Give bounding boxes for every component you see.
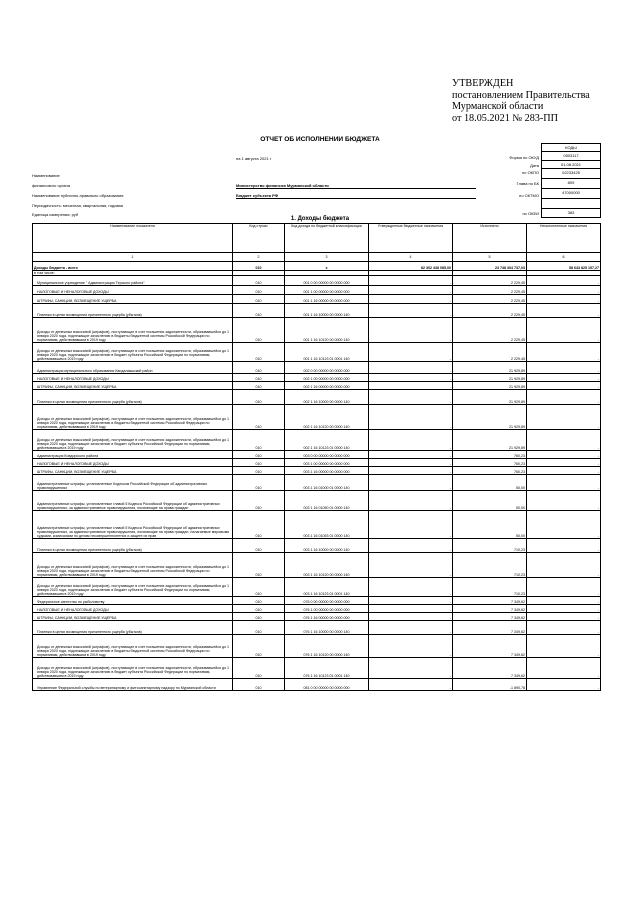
row-approved: - bbox=[369, 451, 453, 459]
total-name: Доходы бюджета - всего bbox=[33, 262, 233, 271]
row-done: 21 929,89 bbox=[453, 390, 527, 405]
row-name: Доходы от денежных взысканий (штрафов), поступающие в счет погашения задолженности, образовавшейся до 1 января 2020 года, подлежащие зачислению в бюджет субъекта Российской Федерации по нормативам, действовавшим в 2019 году bbox=[33, 578, 233, 597]
row-left: - bbox=[527, 475, 601, 491]
table-row bbox=[33, 578, 601, 597]
row-code: 076 1 16 00000 00 0000 000 bbox=[285, 613, 369, 621]
label-okpo: по ОКПО bbox=[522, 170, 539, 175]
row-name: НАЛОГОВЫЕ И НЕНАЛОГОВЫЕ ДОХОДЫ bbox=[33, 374, 233, 382]
row-done: 7 349,62 bbox=[453, 635, 527, 658]
row-code: 002 1 16 10000 00 0000 140 bbox=[285, 390, 369, 405]
table-row bbox=[33, 679, 601, 691]
total-row bbox=[33, 262, 601, 271]
row-left: - bbox=[527, 511, 601, 539]
row-code: 003 1 00 00000 00 0000 000 bbox=[285, 459, 369, 467]
row-done: 2 229,45 bbox=[453, 343, 527, 362]
code-oktmo: 47000000 bbox=[542, 189, 600, 199]
table-row bbox=[33, 597, 601, 605]
table-row bbox=[33, 382, 601, 390]
row-line: 010 bbox=[233, 635, 285, 658]
row-left: - bbox=[527, 286, 601, 295]
row-code: 001 1 00 00000 00 0000 000 bbox=[285, 286, 369, 295]
row-done: 2 229,45 bbox=[453, 286, 527, 295]
table-row bbox=[33, 613, 601, 621]
row-approved: - bbox=[369, 276, 453, 286]
row-approved: - bbox=[369, 658, 453, 679]
table-row bbox=[33, 318, 601, 343]
row-done: 710,23 bbox=[453, 553, 527, 578]
row-name: Доходы от денежных взысканий (штрафов), поступающие в счет погашения задолженности, образовавшейся до 1 января 2020 года, подлежащие зачислению в бюджет субъекта Российской Федерации по нормативам, действовавшим в 2019 году bbox=[33, 430, 233, 451]
row-name: Административные штрафы, установленные главой 5 Кодекса Российской Федерации об административных правонарушениях, за административные правонарушения, посягающие на права граждан bbox=[33, 491, 233, 511]
table-row bbox=[33, 553, 601, 578]
row-name: НАЛОГОВЫЕ И НЕНАЛОГОВЫЕ ДОХОДЫ bbox=[33, 605, 233, 613]
row-approved: - bbox=[369, 459, 453, 467]
row-code: 003 0 00 00000 00 0000 000 bbox=[285, 451, 369, 459]
row-approved: - bbox=[369, 286, 453, 295]
row-code: 001 1 16 10123 01 0001 140 bbox=[285, 343, 369, 362]
row-done: 7 349,62 bbox=[453, 605, 527, 613]
row-code: 003 1 16 10123 01 0001 140 bbox=[285, 578, 369, 597]
row-code: 001 1 16 00000 00 0000 000 bbox=[285, 295, 369, 304]
table-row bbox=[33, 343, 601, 362]
row-done: 710,23 bbox=[453, 578, 527, 597]
row-done: 21 929,89 bbox=[453, 374, 527, 382]
row-approved: - bbox=[369, 382, 453, 390]
row-done: 760,23 bbox=[453, 467, 527, 475]
code-date: 01.08.2021 bbox=[542, 161, 600, 169]
row-name: ШТРАФЫ, САНКЦИИ, ВОЗМЕЩЕНИЕ УЩЕРБА bbox=[33, 295, 233, 304]
row-left: - bbox=[527, 362, 601, 374]
row-name: Платежи в целях возмещения причиненного ущерба (убытков) bbox=[33, 539, 233, 553]
row-done: 760,23 bbox=[453, 459, 527, 467]
table-row bbox=[33, 635, 601, 658]
label-ppo: Наименование публично-правового образования bbox=[32, 193, 124, 198]
row-line: 010 bbox=[233, 539, 285, 553]
row-approved: - bbox=[369, 511, 453, 539]
row-code: 002 1 00 00000 00 0000 000 bbox=[285, 374, 369, 382]
row-line: 010 bbox=[233, 390, 285, 405]
table-row bbox=[33, 286, 601, 295]
row-left: - bbox=[527, 491, 601, 511]
row-left: - bbox=[527, 597, 601, 605]
row-line: 010 bbox=[233, 658, 285, 679]
row-name: Доходы от денежных взысканий (штрафов), поступающие в счет погашения задолженности, образовавшейся до 1 января 2020 года, подлежащие зачислению в бюджеты бюджетной системы Российской Федерации по нормативам, действовавшим в 2019 году bbox=[33, 318, 233, 343]
row-approved: - bbox=[369, 295, 453, 304]
row-name: Управление Федеральной службы по ветеринарному и фитосанитарному надзору по Мурманской области bbox=[33, 679, 233, 691]
row-name: ШТРАФЫ, САНКЦИИ, ВОЗМЕЩЕНИЕ УЩЕРБА bbox=[33, 467, 233, 475]
label-unit: Единица измерения: руб bbox=[32, 212, 79, 217]
section-title: 1. Доходы бюджета bbox=[290, 216, 350, 222]
row-left: - bbox=[527, 679, 601, 691]
row-name: Доходы от денежных взысканий (штрафов), поступающие в счет погашения задолженности, образовавшейся до 1 января 2020 года, подлежащие зачислению в бюджеты бюджетной системы Российской Федерации по нормативам, действовавшим в 2019 году bbox=[33, 405, 233, 430]
row-code: 076 1 16 10123 01 0001 140 bbox=[285, 658, 369, 679]
row-code: 076 0 00 00000 00 0000 000 bbox=[285, 597, 369, 605]
row-left: - bbox=[527, 451, 601, 459]
table-row bbox=[33, 491, 601, 511]
row-line: 010 bbox=[233, 304, 285, 318]
row-code: 076 1 16 10120 00 0000 140 bbox=[285, 635, 369, 658]
row-code: 003 1 16 10120 00 0000 140 bbox=[285, 553, 369, 578]
row-name: НАЛОГОВЫЕ И НЕНАЛОГОВЫЕ ДОХОДЫ bbox=[33, 286, 233, 295]
row-approved: - bbox=[369, 553, 453, 578]
row-done: 50,00 bbox=[453, 491, 527, 511]
code-okpo: 02233425 bbox=[542, 169, 600, 179]
row-name: Федеральное агентство по рыболовству bbox=[33, 597, 233, 605]
row-left: - bbox=[527, 343, 601, 362]
row-left: - bbox=[527, 459, 601, 467]
row-line: 010 bbox=[233, 362, 285, 374]
row-code: 001 0 00 00000 00 0000 000 bbox=[285, 276, 369, 286]
row-done: 2 229,45 bbox=[453, 276, 527, 286]
row-line: 010 bbox=[233, 621, 285, 635]
row-name: Платежи в целях возмещения причиненного ущерба (убытков) bbox=[33, 390, 233, 405]
row-line: 010 bbox=[233, 553, 285, 578]
row-done: 21 929,89 bbox=[453, 362, 527, 374]
codes-box bbox=[541, 143, 601, 218]
report-date: на 1 августа 2021 г bbox=[236, 156, 272, 161]
row-left: - bbox=[527, 430, 601, 451]
row-left: - bbox=[527, 578, 601, 597]
code-empty bbox=[542, 199, 600, 209]
row-done: 760,23 bbox=[453, 451, 527, 459]
row-name: НАЛОГОВЫЕ И НЕНАЛОГОВЫЕ ДОХОДЫ bbox=[33, 459, 233, 467]
row-approved: - bbox=[369, 635, 453, 658]
row-left: - bbox=[527, 304, 601, 318]
row-line: 010 bbox=[233, 374, 285, 382]
col-header: Код дохода по бюджетной классификации bbox=[285, 224, 369, 253]
row-approved: - bbox=[369, 491, 453, 511]
row-approved: - bbox=[369, 679, 453, 691]
row-left: - bbox=[527, 621, 601, 635]
row-left: - bbox=[527, 467, 601, 475]
total-left: 58 643 825 157,27 bbox=[527, 262, 601, 271]
row-line: 010 bbox=[233, 459, 285, 467]
table-row bbox=[33, 362, 601, 374]
row-approved: - bbox=[369, 430, 453, 451]
row-line: 010 bbox=[233, 451, 285, 459]
col-header: Утвержденные бюджетные назначения bbox=[369, 224, 453, 253]
row-done: -1 890,78 bbox=[453, 679, 527, 691]
row-line: 010 bbox=[233, 597, 285, 605]
row-code: 002 1 16 00000 00 0000 000 bbox=[285, 382, 369, 390]
row-line: 010 bbox=[233, 382, 285, 390]
row-done: 7 349,62 bbox=[453, 597, 527, 605]
row-line: 010 bbox=[233, 578, 285, 597]
total-line: 010 bbox=[233, 262, 285, 271]
row-code: 003 1 16 01000 01 0000 140 bbox=[285, 475, 369, 491]
col-number: 2 bbox=[233, 253, 285, 262]
row-name: Доходы от денежных взысканий (штрафов), поступающие в счет погашения задолженности, образовавшейся до 1 января 2020 года, подлежащие зачислению в бюджет субъекта Российской Федерации по нормативам, действовавшим в 2019 году bbox=[33, 343, 233, 362]
col-header: Неисполненные назначения bbox=[527, 224, 601, 253]
row-line: 010 bbox=[233, 605, 285, 613]
row-line: 010 bbox=[233, 343, 285, 362]
row-name: Администрация Ковдорского района bbox=[33, 451, 233, 459]
label-period: Периодичность: месячная, квартальная, годовая bbox=[32, 203, 123, 208]
row-approved: - bbox=[369, 597, 453, 605]
row-line: 010 bbox=[233, 679, 285, 691]
row-done: 50,00 bbox=[453, 511, 527, 539]
row-line: 010 bbox=[233, 276, 285, 286]
row-code: 003 1 16 00000 00 0000 000 bbox=[285, 467, 369, 475]
ppo-value: Бюджет субъекта РФ bbox=[236, 193, 476, 199]
table-row bbox=[33, 390, 601, 405]
row-done: 2 229,45 bbox=[453, 295, 527, 304]
column-number-row bbox=[33, 253, 601, 262]
approval-stamp bbox=[452, 78, 632, 124]
row-name: ШТРАФЫ, САНКЦИИ, ВОЗМЕЩЕНИЕ УЩЕРБА bbox=[33, 613, 233, 621]
row-code: 003 1 16 10000 00 0000 140 bbox=[285, 539, 369, 553]
row-code: 003 1 16 01050 01 0000 140 bbox=[285, 491, 369, 511]
row-name: Доходы от денежных взысканий (штрафов), поступающие в счет погашения задолженности, образовавшейся до 1 января 2020 года, подлежащие зачислению в бюджеты бюджетной системы Российской Федерации по нормативам, действовавшим в 2019 году bbox=[33, 635, 233, 658]
row-line: 010 bbox=[233, 318, 285, 343]
income-table bbox=[32, 223, 601, 691]
col-number: 5 bbox=[453, 253, 527, 262]
table-row bbox=[33, 295, 601, 304]
row-name: ШТРАФЫ, САНКЦИИ, ВОЗМЕЩЕНИЕ УЩЕРБА bbox=[33, 382, 233, 390]
row-code: 002 1 16 10123 01 0000 140 bbox=[285, 430, 369, 451]
row-left: - bbox=[527, 405, 601, 430]
row-done: 710,23 bbox=[453, 539, 527, 553]
row-code: 002 1 16 10120 00 0000 140 bbox=[285, 405, 369, 430]
row-line: 010 bbox=[233, 286, 285, 295]
table-row bbox=[33, 430, 601, 451]
label-fin-organ: финансового органа bbox=[32, 183, 70, 188]
row-name: Платежи в целях возмещения причиненного ущерба (убытков) bbox=[33, 304, 233, 318]
codes-header: КОДЫ bbox=[542, 144, 600, 152]
row-done: 21 929,89 bbox=[453, 382, 527, 390]
label-oktmo: по ОКТМО bbox=[519, 193, 539, 198]
row-code: 002 0 00 00000 00 0000 000 bbox=[285, 362, 369, 374]
row-done: 21 929,89 bbox=[453, 430, 527, 451]
row-approved: - bbox=[369, 539, 453, 553]
table-row bbox=[33, 475, 601, 491]
row-approved: - bbox=[369, 390, 453, 405]
table-row bbox=[33, 304, 601, 318]
row-code: 081 0 00 00000 00 0000 000 bbox=[285, 679, 369, 691]
row-line: 010 bbox=[233, 613, 285, 621]
row-name: Доходы от денежных взысканий (штрафов), поступающие в счет погашения задолженности, образовавшейся до 1 января 2020 года, подлежащие зачислению в бюджет субъекта Российской Федерации по нормативам, действовавшим в 2019 году bbox=[33, 658, 233, 679]
row-left: - bbox=[527, 318, 601, 343]
row-done: 2 229,45 bbox=[453, 318, 527, 343]
code-bk: 809 bbox=[542, 179, 600, 189]
col-number: 3 bbox=[285, 253, 369, 262]
row-done: 21 929,89 bbox=[453, 405, 527, 430]
row-name: Администрация муниципального образования Кандалакшский район bbox=[33, 362, 233, 374]
table-row bbox=[33, 276, 601, 286]
label-okei: по ОКЕИ bbox=[522, 211, 539, 216]
label-okud: Форма по ОКУД bbox=[509, 155, 539, 160]
approval-line: УТВЕРЖДЕН bbox=[452, 78, 514, 89]
report-title: ОТЧЕТ ОБ ИСПОЛНЕНИИ БЮДЖЕТА bbox=[260, 136, 380, 143]
row-left: - bbox=[527, 295, 601, 304]
row-approved: - bbox=[369, 362, 453, 374]
row-code: 001 1 16 10000 00 0000 140 bbox=[285, 304, 369, 318]
approval-line: Мурманской области bbox=[452, 101, 544, 113]
table-row bbox=[33, 451, 601, 459]
row-left: - bbox=[527, 605, 601, 613]
row-approved: - bbox=[369, 605, 453, 613]
row-left: - bbox=[527, 374, 601, 382]
row-name: Административные штрафы, установленные главой 5 Кодекса Российской Федерации об административных правонарушениях, за административные правонарушения, посягающие на права граждан, налагаемые мировыми судьями, комиссиями по делам несовершеннолетних и защите их прав bbox=[33, 511, 233, 539]
row-left: - bbox=[527, 276, 601, 286]
code-okei: 383 bbox=[567, 210, 575, 216]
row-line: 010 bbox=[233, 430, 285, 451]
table-row bbox=[33, 374, 601, 382]
row-name: Платежи в целях возмещения причиненного ущерба (убытков) bbox=[33, 621, 233, 635]
row-left: - bbox=[527, 390, 601, 405]
row-code: 076 1 00 00000 00 0000 000 bbox=[285, 605, 369, 613]
label-bk: Глава по БК bbox=[516, 181, 539, 186]
row-left: - bbox=[527, 382, 601, 390]
total-done: 23 748 304 737,03 bbox=[453, 262, 527, 271]
row-done: 2 229,45 bbox=[453, 304, 527, 318]
table-row bbox=[33, 621, 601, 635]
table-row bbox=[33, 467, 601, 475]
row-name: Административные штрафы, установленные Кодексом Российской Федерации об административных правонарушениях bbox=[33, 475, 233, 491]
col-header: Исполнено bbox=[453, 224, 527, 253]
code-okud: 0503117 bbox=[542, 152, 600, 160]
row-approved: - bbox=[369, 613, 453, 621]
row-line: 010 bbox=[233, 491, 285, 511]
row-code: 001 1 16 10120 00 0000 140 bbox=[285, 318, 369, 343]
total-approved: 82 302 438 085,00 bbox=[369, 262, 453, 271]
table-row bbox=[33, 405, 601, 430]
table-row bbox=[33, 511, 601, 539]
row-line: 010 bbox=[233, 295, 285, 304]
table-row bbox=[33, 605, 601, 613]
table-row bbox=[33, 459, 601, 467]
table-row bbox=[33, 658, 601, 679]
col-header: Наименование показателя bbox=[33, 224, 233, 253]
row-approved: - bbox=[369, 405, 453, 430]
table-row bbox=[33, 539, 601, 553]
label-name: Наименование bbox=[32, 173, 60, 178]
row-line: 010 bbox=[233, 475, 285, 491]
row-approved: - bbox=[369, 621, 453, 635]
col-header: Код строки bbox=[233, 224, 285, 253]
col-number: 1 bbox=[33, 253, 233, 262]
row-left: - bbox=[527, 658, 601, 679]
row-approved: - bbox=[369, 374, 453, 382]
row-approved: - bbox=[369, 467, 453, 475]
row-line: 010 bbox=[233, 405, 285, 430]
row-line: 010 bbox=[233, 511, 285, 539]
incl-label: в том числе: bbox=[33, 271, 233, 276]
approval-line: постановлением Правительства bbox=[452, 89, 590, 101]
label-date: Дата bbox=[530, 163, 539, 168]
fin-organ-value: Министерство финансов Мурманской области bbox=[236, 183, 476, 189]
row-approved: - bbox=[369, 343, 453, 362]
row-done: 7 349,62 bbox=[453, 613, 527, 621]
row-code: 076 1 16 10000 00 0000 140 bbox=[285, 621, 369, 635]
row-approved: - bbox=[369, 318, 453, 343]
col-number: 6 bbox=[527, 253, 601, 262]
total-code: x bbox=[285, 262, 369, 271]
row-name: Муниципальное учреждение " Администрация Терского района" bbox=[33, 276, 233, 286]
row-done: 7 349,62 bbox=[453, 621, 527, 635]
approval-line: от 18.05.2021 № 283-ПП bbox=[452, 112, 559, 124]
row-code: 003 1 16 01053 01 0000 140 bbox=[285, 511, 369, 539]
row-left: - bbox=[527, 613, 601, 621]
row-line: 010 bbox=[233, 467, 285, 475]
row-left: - bbox=[527, 635, 601, 658]
col-number: 4 bbox=[369, 253, 453, 262]
row-approved: - bbox=[369, 578, 453, 597]
row-approved: - bbox=[369, 304, 453, 318]
row-done: 7 349,62 bbox=[453, 658, 527, 679]
row-done: 50,00 bbox=[453, 475, 527, 491]
row-approved: - bbox=[369, 475, 453, 491]
row-name: Доходы от денежных взысканий (штрафов), поступающие в счет погашения задолженности, образовавшейся до 1 января 2020 года, подлежащие зачислению в бюджеты бюджетной системы Российской Федерации по нормативам, действовавшим в 2019 году bbox=[33, 553, 233, 578]
row-left: - bbox=[527, 553, 601, 578]
row-left: - bbox=[527, 539, 601, 553]
